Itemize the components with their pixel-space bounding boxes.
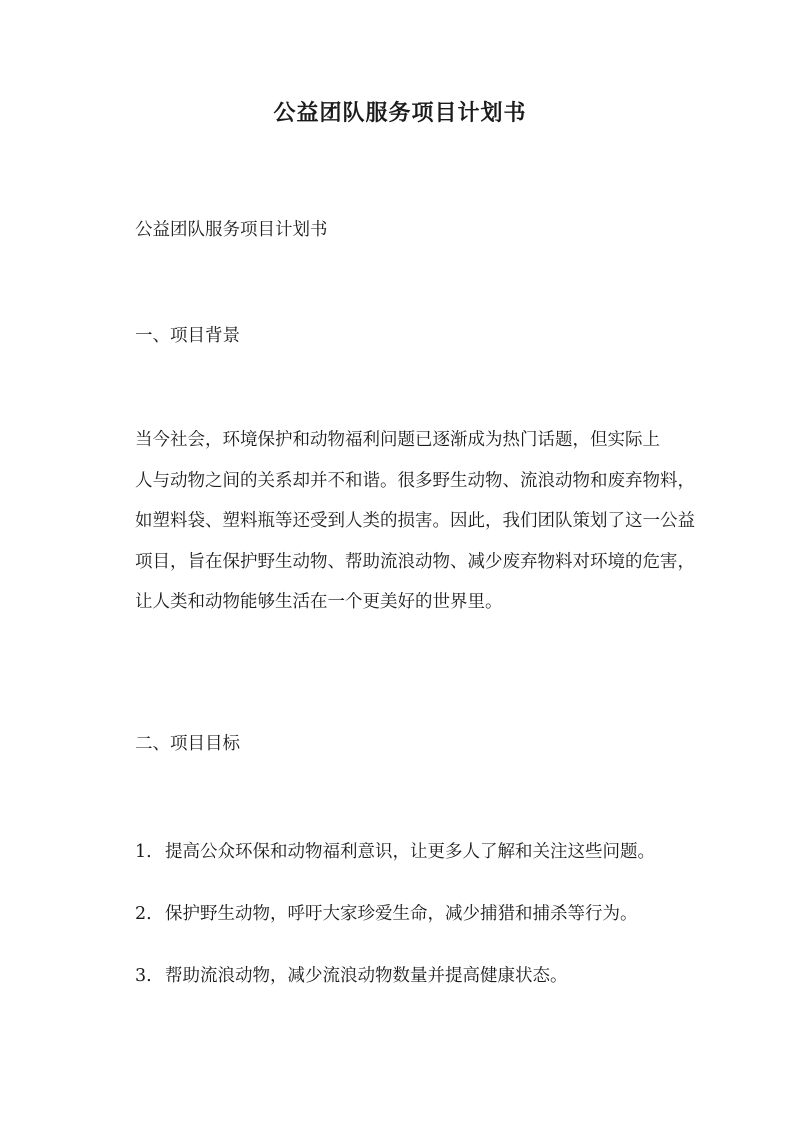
paragraph-line: 让人类和动物能够生活在一个更美好的世界里。 [135, 592, 503, 612]
paragraph-line: 项目，旨在保护野生动物、帮助流浪动物、减少废弃物料对环境的危害， [135, 551, 695, 572]
section-heading-background: 一、项目背景 [135, 326, 240, 346]
list-item-number: 1. [135, 842, 152, 862]
document-subtitle: 公益团队服务项目计划书 [135, 220, 328, 240]
paragraph-line: 如塑料袋、塑料瓶等还受到人类的损害。因此，我们团队策划了这一公益 [135, 511, 695, 531]
list-item-text: 提高公众环保和动物福利意识，让更多人了解和关注这些问题。 [165, 842, 655, 862]
list-item [135, 902, 638, 926]
list-item [135, 840, 655, 864]
section-heading-goals: 二、项目目标 [135, 734, 240, 754]
list-item-text: 保护野生动物，呼吁大家珍爱生命，减少捕猎和捕杀等行为。 [165, 904, 638, 924]
list-item [135, 964, 568, 988]
background-paragraph [135, 420, 695, 623]
paragraph-line: 人与动物之间的关系却并不和谐。很多野生动物、流浪动物和废弃物料， [135, 470, 695, 491]
list-item-number: 2. [135, 904, 152, 924]
list-item-number: 3. [135, 966, 152, 986]
document-title: 公益团队服务项目计划书 [273, 100, 527, 126]
list-item-text: 帮助流浪动物，减少流浪动物数量并提高健康状态。 [165, 966, 568, 986]
paragraph-line: 当今社会，环境保护和动物福利问题已逐渐成为热门话题，但实际上 [135, 430, 660, 450]
